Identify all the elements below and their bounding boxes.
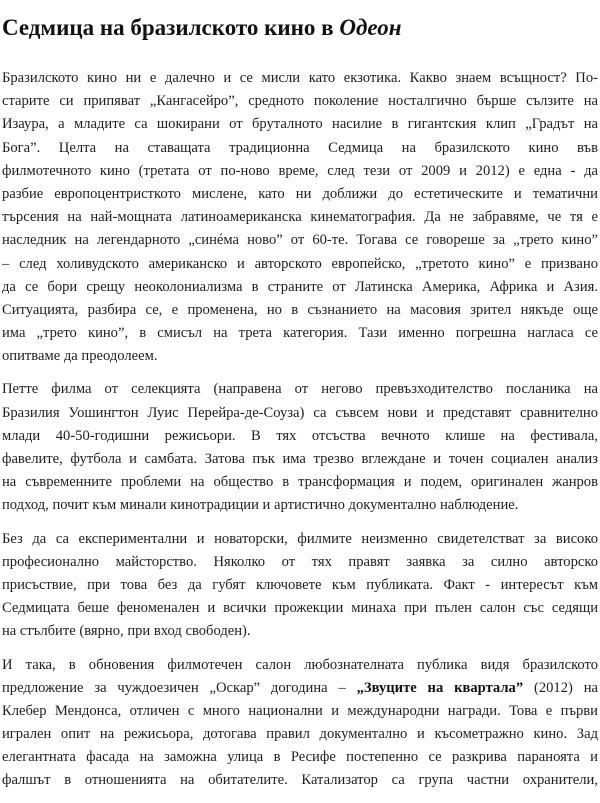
text-segment: филмотечното кино (третата от по-ново време, след тези от 2009 и 2012) е една - да bbox=[2, 162, 598, 179]
text-segment: на стълбите (вярно, при вход свободен). bbox=[2, 623, 251, 640]
text-segment: елегантната фасада на заможна улица в Ресифе постепенно се разкрива параноята и bbox=[2, 749, 598, 766]
text-line bbox=[2, 229, 598, 252]
text-segment: Бразилия Уошингтон Луис Перейра-де-Соуза) са съвсем нови и представят сравнително bbox=[2, 404, 598, 421]
article-body bbox=[2, 67, 598, 803]
title-venue-name: Одеон bbox=[339, 15, 402, 41]
text-line bbox=[2, 700, 598, 723]
text-line bbox=[2, 597, 598, 620]
text-line bbox=[2, 253, 598, 276]
text-line bbox=[2, 494, 598, 517]
text-segment: Седмицата беше феноменален и всички прожекции минаха при пълен салон със седящи bbox=[2, 600, 598, 617]
text-segment: – след холивудското американско и авторското европейско, „третото кино” е призвано bbox=[2, 255, 598, 272]
film-title-bold: „Звуците на квартала” bbox=[356, 679, 524, 696]
text-line bbox=[2, 471, 598, 494]
text-segment: игрален опит на режисьора, дотогава правил документално и късометражно кино. Зад bbox=[2, 726, 598, 743]
text-line bbox=[2, 723, 598, 746]
text-segment: фавелите, футбола и самбата. Затова пък има трезво вглеждане и точен социален анализ bbox=[2, 451, 598, 467]
text-line bbox=[2, 160, 598, 183]
article-title bbox=[2, 15, 402, 41]
paragraph bbox=[2, 654, 598, 793]
text-segment: търсения на най-мощната латиноамериканска кинематография. Да не забравяме, че тя е bbox=[2, 209, 598, 226]
text-line bbox=[2, 677, 598, 700]
title-text: Седмица на бразилското кино в bbox=[2, 15, 340, 41]
text-line bbox=[2, 402, 598, 425]
text-segment: млади 40-50-годишни режисьори. В тях отсъства вечното клише на фестивала, bbox=[2, 427, 598, 444]
text-line bbox=[2, 183, 598, 206]
text-segment: наследник на легендарното „синéма ново” от 60-те. Тогава се говореше за „трето кино” bbox=[2, 232, 598, 249]
text-line bbox=[2, 551, 598, 574]
text-line bbox=[2, 90, 598, 113]
paragraph bbox=[2, 67, 598, 368]
text-line bbox=[2, 769, 598, 792]
text-segment: разбие европоцентристкото мислене, като ни доближи до естетическите и тематични bbox=[2, 185, 598, 202]
text-segment: Клебер Мендонса, отличен с много национални и международни награди. Това е първи bbox=[2, 702, 598, 719]
text-segment: да се бори срещу неоколониализма в страните от Латинска Америка, Африка и Азия. bbox=[2, 278, 598, 295]
text-segment: Изаура, а младите са шокирани от бруталното насилие в гигантския клип „Градът на bbox=[2, 116, 598, 133]
text-segment: професионално майсторство. Няколко от тях правят заявка за силно авторско bbox=[2, 553, 598, 570]
text-line bbox=[2, 378, 598, 401]
text-segment: на съвременните проблеми на общество в трансформация и подем, оригинален жанров bbox=[2, 474, 598, 491]
text-segment: старите си припяват „Кангасейро”, средното поколение носталгично бърше сълзите на bbox=[2, 93, 598, 110]
text-segment: има „трето кино”, в смисъл на трета категория. Тази именно погрешна нагласа се bbox=[2, 325, 598, 342]
text-line bbox=[2, 574, 598, 597]
text-segment: И така, в обновения филмотечен салон любознателната публика видя бразилското bbox=[2, 656, 598, 673]
text-line bbox=[2, 276, 598, 299]
text-segment: Бога”. Целта на ставащата традиционна Седмица на бразилското кино във bbox=[2, 139, 598, 156]
text-segment: опитваме да преодолеем. bbox=[2, 348, 158, 365]
text-line bbox=[2, 654, 598, 677]
text-line bbox=[2, 746, 598, 769]
text-line bbox=[2, 67, 598, 90]
text-segment: фалшът в отношенията на обитателите. Катализатор са група частни охранители, bbox=[2, 772, 598, 789]
paragraph bbox=[2, 378, 598, 517]
text-line bbox=[2, 425, 598, 448]
text-line bbox=[2, 206, 598, 229]
text-segment: Без да са експериментални и новаторски, филмите неизменно свидетелстват за високо bbox=[2, 530, 598, 547]
text-line bbox=[2, 137, 598, 160]
paragraph bbox=[2, 528, 598, 644]
text-segment: Петте филма от селекцията (направена от негово превъзходителство посланика на bbox=[2, 381, 598, 398]
text-line bbox=[2, 322, 598, 345]
text-segment: Ситуацията, разбира се, е променена, но в съзнанието на масовия зрител някъде още bbox=[2, 301, 598, 318]
text-segment: подход, почит към минали кинотрадиции и артистично документално наблюдение. bbox=[2, 497, 519, 514]
text-line bbox=[2, 299, 598, 322]
text-line bbox=[2, 528, 598, 551]
text-segment: присъствие, при това без да губят ключовете към публиката. Факт - интересът към bbox=[2, 576, 598, 593]
text-line bbox=[2, 113, 598, 136]
text-line bbox=[2, 620, 598, 643]
text-line bbox=[2, 345, 598, 368]
text-line bbox=[2, 448, 598, 471]
text-segment: предложение за чуждоезичен „Оскар” догодина – bbox=[2, 679, 357, 696]
text-segment: (2012) на bbox=[523, 679, 598, 696]
text-segment: Бразилското кино ни е далечно и се мисли като екзотика. Какво знаем всъщност? По- bbox=[2, 70, 598, 86]
